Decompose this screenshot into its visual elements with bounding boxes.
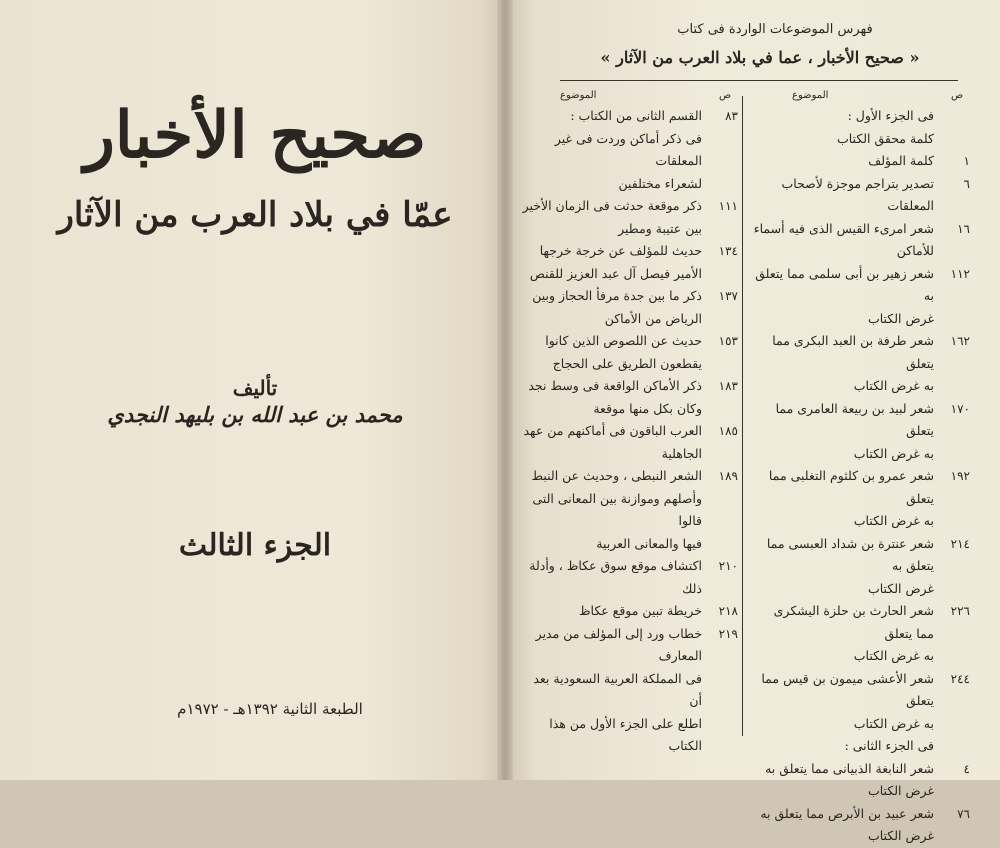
volume-label: الجزء الثالث — [178, 528, 332, 563]
entry-page-number: ١٨٣ — [718, 379, 738, 393]
entry-page-number: ٢١٩ — [718, 626, 738, 641]
entry-subject: العرب الباقون فى أماكنهم من عهد الجاهلية — [523, 423, 702, 461]
entry-page-number: ١٥٣ — [718, 334, 738, 348]
index-header-line: فهرس الموضوعات الواردة فى كتاب — [677, 22, 873, 37]
entry-page-number: ١ — [963, 154, 970, 168]
entry-page-number: ١٦ — [957, 221, 970, 236]
entry-subject: شعر زهير بن أبى سلمى مما يتعلق به غرض الكتاب — [755, 265, 934, 326]
entry-subject: ذكر ما بين جدة مرفأ الحجاز وبين الرياض من الأماكن — [532, 288, 702, 326]
entry-subject: شعر لبيد بن ربيعة العامرى مما يتعلق به غرض الكتاب — [775, 400, 934, 461]
entry-subject: ذكر الأماكن الواقعة فى وسط نجد وكان بكل منها موقعة — [528, 378, 702, 416]
index-entry — [520, 240, 738, 285]
entry-subject: ذكر موقعة حدثت فى الزمان الأخير بين عتيبة ومطير — [522, 198, 702, 236]
book-title: صحيح الأخبار — [83, 98, 427, 173]
entry-subject: فى ذكر أماكن وردت فى غير المعلقات لشعراء مختلفين — [554, 130, 702, 191]
entry-subject: اكتشاف موقع سوق عكاظ ، وأدلة ذلك — [529, 558, 702, 596]
column-header-page: ص — [718, 90, 732, 101]
entry-page-number: ١٣٧ — [718, 289, 738, 303]
entry-page-number: ١١٢ — [950, 266, 970, 281]
entry-subject: شعر طرفة بن العبد البكرى مما يتعلق به غرض الكتاب — [772, 333, 934, 393]
index-entry — [752, 218, 970, 263]
entry-subject: الشعر النبطى ، وحديث عن النبط وأصلهم وموازنة بين المعانى التى قالوا فيها والمعانى العربية — [531, 468, 702, 551]
index-entry — [752, 533, 970, 601]
entry-page-number: ٢١٤ — [950, 536, 970, 551]
index-entry — [752, 173, 970, 218]
entry-page-number: ٢١٨ — [718, 604, 738, 618]
column-header — [752, 90, 970, 101]
index-entry — [752, 735, 970, 758]
entry-subject: تصدير بتراجم موجزة لأصحاب المعلقات — [781, 175, 934, 213]
entry-subject: شعر امرىء القيس الذى فيه أسماء للأماكن — [753, 220, 934, 258]
column-divider — [742, 96, 743, 736]
entry-subject: حديث عن اللصوص الذين كانوا يقطعون الطريق على الحجاج — [545, 333, 702, 371]
entry-subject: كلمة المؤلف — [868, 153, 934, 168]
column-header-subject: الموضوع — [560, 90, 597, 101]
edition-line: الطبعة الثانية ١٣٩٢هـ - ١٩٧٢م — [177, 700, 363, 718]
index-entry — [752, 600, 970, 668]
index-entry — [752, 150, 970, 173]
entry-page-number: ١٨٥ — [718, 424, 738, 438]
author-name: محمد بن عبد الله بن بليهد النجدي — [107, 402, 403, 427]
column-header — [520, 90, 738, 101]
index-entry — [752, 128, 970, 151]
entry-page-number: ٨٣ — [725, 109, 738, 123]
index-entry — [520, 375, 738, 420]
entry-page-number: ٦ — [963, 176, 970, 191]
entry-page-number: ٢٤٤ — [950, 671, 970, 686]
index-entry — [752, 668, 970, 736]
entry-subject: شعر الأعشى ميمون بن قيس مما يتعلق به غرض الكتاب — [761, 670, 934, 731]
entry-subject: حديث للمؤلف عن خرجة خرجها الأمير فيصل آل عبد العزيز للقنص — [529, 243, 702, 281]
index-entry — [520, 623, 738, 758]
entry-subject: فى الجزء الأول : — [847, 108, 934, 123]
index-entry — [520, 105, 738, 128]
index-entry — [752, 330, 970, 398]
entry-page-number: ٢١٠ — [718, 559, 738, 573]
entry-page-number: ١٦٢ — [950, 334, 970, 348]
index-entry — [752, 398, 970, 466]
index-entry — [520, 420, 738, 465]
entry-subject: شعر النابغة الذبيانى مما يتعلق به غرض الكتاب — [765, 760, 934, 798]
entry-page-number: ١٣٤ — [718, 244, 738, 258]
index-entry — [520, 330, 738, 375]
author-label: تأليف — [232, 376, 278, 400]
index-entry — [520, 195, 738, 240]
entry-page-number: ٤ — [963, 761, 970, 776]
entries-list — [752, 105, 970, 848]
index-entry — [752, 803, 970, 848]
index-entry — [520, 465, 738, 555]
entry-subject: شعر عمرو بن كلثوم التغلبى مما يتعلق به غرض الكتاب — [768, 468, 934, 528]
index-entry — [520, 285, 738, 330]
index-column-right — [752, 90, 970, 848]
entry-page-number: ١٩٢ — [950, 469, 970, 483]
index-header-title: « صحيح الأخبار ، عما في بلاد العرب من الآثار » — [600, 48, 920, 67]
entry-page-number: ١٧٠ — [950, 401, 970, 416]
index-entry — [752, 758, 970, 803]
index-entry — [520, 555, 738, 600]
entry-subject: كلمة محقق الكتاب — [836, 130, 934, 146]
entry-subject: خطاب ورد إلى المؤلف من مدير المعارف فى المملكة العربية السعودية بعد أن اطلع على الجزء الأول من هذا الكتاب — [533, 625, 702, 753]
index-entry — [752, 105, 970, 128]
index-entry — [520, 128, 738, 196]
entry-subject: شعر عبيد بن الأبرص مما يتعلق به غرض الكتاب — [760, 805, 934, 843]
index-entry — [520, 600, 738, 623]
entries-list — [520, 105, 738, 758]
entry-subject: فى الجزء الثانى : — [844, 738, 934, 753]
book-gutter — [497, 0, 513, 780]
column-header-page: ص — [950, 90, 964, 101]
entry-page-number: ٢٢٦ — [950, 604, 970, 618]
index-column-left — [520, 90, 738, 758]
entry-page-number: ١١١ — [718, 199, 738, 213]
entry-subject: شعر الحارث بن حلزة اليشكرى مما يتعلق به غرض الكتاب — [773, 603, 934, 663]
index-entry — [752, 263, 970, 331]
entry-subject: القسم الثانى من الكتاب : — [570, 108, 702, 123]
title-page — [0, 0, 505, 780]
entry-subject: خريطة تبين موقع عكاظ — [578, 603, 702, 618]
book-subtitle: عمّا في بلاد العرب من الآثار — [57, 195, 453, 235]
entry-page-number: ١٨٩ — [718, 469, 738, 483]
column-header-subject: الموضوع — [792, 90, 829, 101]
index-entry — [752, 465, 970, 533]
entry-subject: شعر عنترة بن شداد العبسى مما يتعلق به غرض الكتاب — [766, 535, 934, 596]
entry-page-number: ٧٦ — [957, 806, 970, 821]
header-rule — [560, 80, 958, 81]
